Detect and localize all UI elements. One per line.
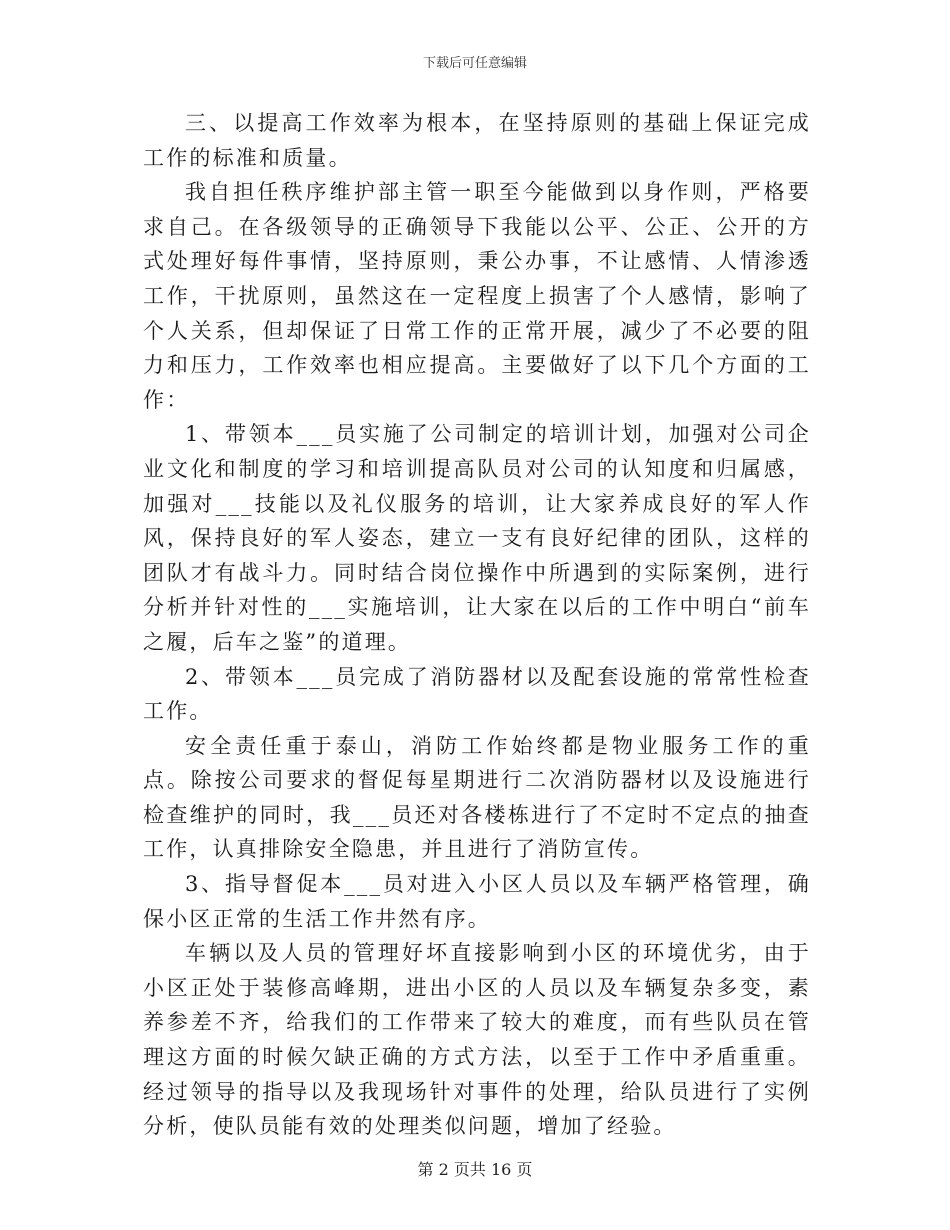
paragraph-fire-safety: 安全责任重于泰山，消防工作始终都是物业服务工作的重点。除按公司要求的督促每星期进行二次消防器材以及设施进行检查维护的同时，我___员还对各楼栋进行了不定时不定点的抽查工作，认真排除安全隐患，并且进行了消防宣传。 xyxy=(143,733,811,862)
paragraph-intro: 我自担任秩序维护部主管一职至今能做到以身作则，严格要求自己。在各级领导的正确领导下我能以公平、公正、公开的方式处理好每件事情，坚持原则，秉公办事，不让感情、人情渗透工作，干扰原则，虽然这在一定程度上损害了个人感情，影响了个人关系，但却保证了日常工作的正常开展，减少了不必要的阻力和压力，工作效率也相应提高。主要做好了以下几个方面的工作： xyxy=(143,180,811,412)
paragraph-item-2: 2、带领本___员完成了消防器材以及配套设施的常常性检查工作。 xyxy=(143,664,811,724)
page-header-note: 下载后可任意编辑 xyxy=(422,56,527,71)
paragraph-item-3: 3、指导督促本___员对进入小区人员以及车辆严格管理，确保小区正常的生活工作井然有序。 xyxy=(143,872,811,931)
document-body xyxy=(143,106,811,1144)
page-number: 第 2 页共 16 页 xyxy=(417,1160,533,1179)
paragraph-item-1: 1、带领本___员实施了公司制定的培训计划，加强对公司企业文化和制度的学习和培训提高队员对公司的认知度和归属感，加强对___技能以及礼仪服务的培训，让大家养成良好的军人作风，保持良好的军人姿态，建立一支有良好纪律的团队，这样的团队才有战斗力。同时结合岗位操作中所遇到的实际案例，进行分析并针对性的___实施培训，让大家在以后的工作中明白“前车之履，后车之鉴”的道理。 xyxy=(143,422,811,654)
paragraph-heading-3: 三、以提高工作效率为根本，在坚持原则的基础上保证完成工作的标准和质量。 xyxy=(143,111,811,170)
paragraph-vehicle-management: 车辆以及人员的管理好坏直接影响到小区的环境优劣，由于小区正处于装修高峰期，进出小区的人员以及车辆复杂多变，素养参差不齐，给我们的工作带来了较大的难度，而有些队员在管理这方面的时候欠缺正确的方式方法，以至于工作中矛盾重重。经过领导的指导以及我现场针对事件的处理，给队员进行了实例分析，使队员能有效的处理类似问题，增加了经验。 xyxy=(143,941,811,1139)
